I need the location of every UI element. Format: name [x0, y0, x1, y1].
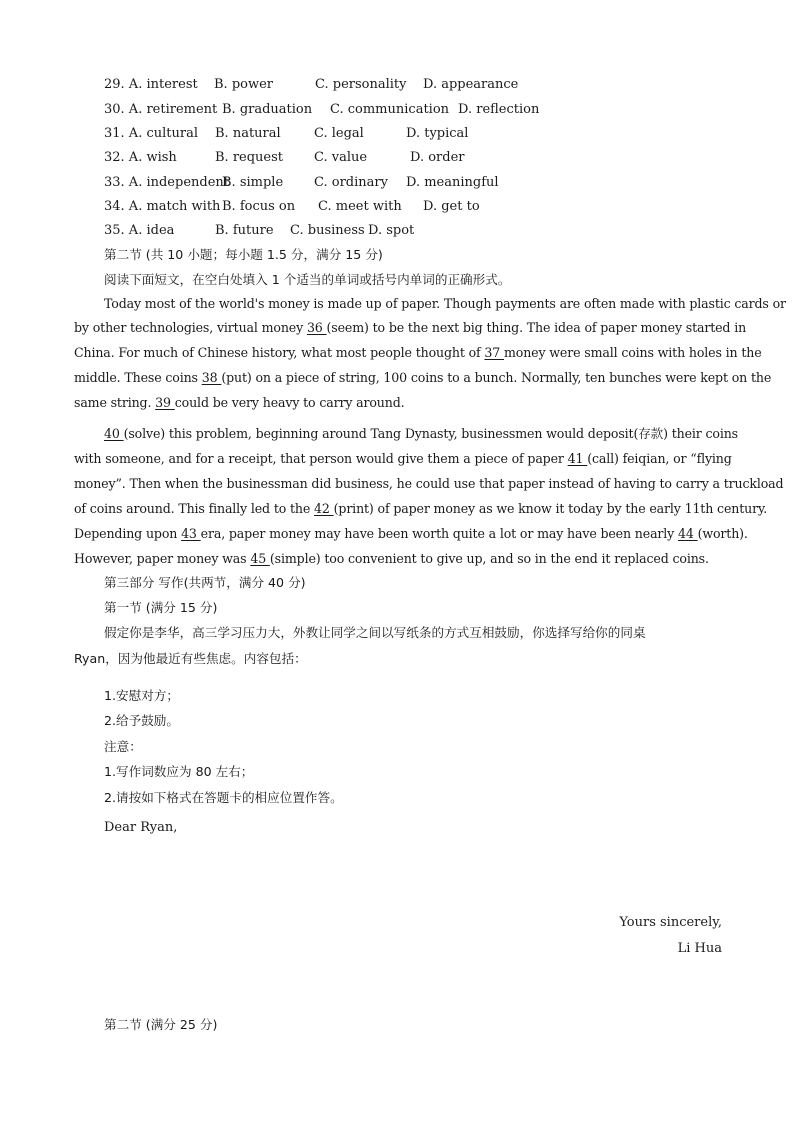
- option-c[interactable]: C. communication: [330, 102, 450, 117]
- passage-line: middle. These coins 38 (put) on a piece of string, 100 coins to a bunch. Normally, ten bunches were kept on the: [74, 370, 772, 385]
- part3-sub1: 第一节 (满分 15 分): [104, 600, 218, 615]
- part3-heading: 第三部分 写作(共两节，满分 40 分): [104, 575, 306, 590]
- option-d[interactable]: D. appearance: [423, 77, 519, 92]
- letter-closing: Yours sincerely,: [619, 915, 722, 930]
- option-b[interactable]: B. power: [214, 77, 274, 92]
- writing-prompt: 假定你是李华，高三学习压力大，外教让同学之间以写纸条的方式互相鼓励，你选择写给你的同桌: [104, 625, 646, 640]
- option-b[interactable]: B. focus on: [222, 199, 296, 214]
- option-a[interactable]: 35. A. idea: [104, 223, 175, 238]
- option-c[interactable]: C. business: [290, 223, 365, 238]
- option-b[interactable]: B. request: [215, 150, 284, 165]
- letter-signature: Li Hua: [677, 941, 722, 956]
- option-b[interactable]: B. graduation: [222, 102, 313, 117]
- option-c[interactable]: C. value: [314, 150, 368, 165]
- option-d[interactable]: D. reflection: [458, 102, 540, 117]
- option-a[interactable]: 31. A. cultural: [104, 126, 198, 141]
- blank-37[interactable]: 37: [484, 345, 504, 360]
- option-a[interactable]: 34. A. match with: [104, 199, 221, 214]
- blank-41[interactable]: 41: [567, 451, 588, 466]
- blank-44[interactable]: 44: [678, 526, 698, 541]
- option-c[interactable]: C. meet with: [318, 199, 402, 214]
- note-label: 注意：: [104, 739, 142, 754]
- option-c[interactable]: C. ordinary: [314, 175, 388, 190]
- blank-43[interactable]: 43: [181, 526, 201, 541]
- writing-item: 1.安慰对方；: [104, 688, 179, 703]
- option-b[interactable]: B. future: [215, 223, 274, 238]
- option-d[interactable]: D. order: [410, 150, 465, 165]
- option-a[interactable]: 32. A. wish: [104, 150, 177, 165]
- option-d[interactable]: D. get to: [423, 199, 480, 214]
- blank-36[interactable]: 36: [306, 320, 327, 335]
- writing-prompt: Ryan，因为他最近有些焦虑。内容包括：: [74, 651, 307, 666]
- blank-45[interactable]: 45: [250, 551, 270, 566]
- passage-line: money”. Then when the businessman did business, he could use that paper instead of having to carry a truckload: [74, 476, 784, 491]
- passage-line: China. For much of Chinese history, what most people thought of 37 money were small coins with holes in the: [74, 345, 762, 360]
- option-a[interactable]: 33. A. independent: [104, 175, 230, 190]
- blank-38[interactable]: 38: [201, 370, 222, 385]
- option-a[interactable]: 29. A. interest: [104, 77, 198, 92]
- note-item: 2.请按如下格式在答题卡的相应位置作答。: [104, 790, 343, 805]
- letter-greeting: Dear Ryan,: [104, 820, 178, 835]
- passage-line: However, paper money was 45 (simple) too convenient to give up, and so in the end it replaced coins.: [74, 551, 709, 566]
- passage-line: 40 (solve) this problem, beginning around Tang Dynasty, businessmen would deposit(存款) their coins: [104, 426, 738, 441]
- passage-line: with someone, and for a receipt, that person would give them a piece of paper 41 (call) feiqian, or “flying: [74, 451, 732, 466]
- part3-sub2: 第二节 (满分 25 分): [104, 1017, 218, 1032]
- option-b[interactable]: B. natural: [215, 126, 281, 141]
- option-b[interactable]: B. simple: [222, 175, 284, 190]
- passage-line: Depending upon 43 era, paper money may have been worth quite a lot or may have been nearly 44 (worth).: [74, 526, 748, 541]
- option-c[interactable]: C. legal: [314, 126, 364, 141]
- passage-line: of coins around. This finally led to the 42 (print) of paper money as we know it today by the early 11th century.: [74, 501, 768, 516]
- blank-42[interactable]: 42: [314, 501, 334, 516]
- option-a[interactable]: 30. A. retirement: [104, 102, 218, 117]
- writing-item: 2.给予鼓励。: [104, 713, 179, 728]
- option-d[interactable]: D. meaningful: [406, 175, 499, 190]
- passage-line: by other technologies, virtual money 36 (seem) to be the next big thing. The idea of paper money started in: [74, 320, 747, 335]
- passage-line: Today most of the world's money is made up of paper. Though payments are often made with plastic cards or: [104, 296, 786, 311]
- section2-instruction: 阅读下面短文，在空白处填入 1 个适当的单词或括号内单词的正确形式。: [104, 272, 511, 287]
- section2-heading: 第二节 (共 10 小题；每小题 1.5 分，满分 15 分): [104, 247, 383, 262]
- option-c[interactable]: C. personality: [315, 77, 407, 92]
- blank-39[interactable]: 39: [155, 395, 175, 410]
- blank-40[interactable]: 40: [104, 426, 124, 441]
- note-item: 1.写作词数应为 80 左右；: [104, 764, 254, 779]
- passage-line: same string. 39 could be very heavy to carry around.: [74, 395, 405, 410]
- option-d[interactable]: D. spot: [368, 223, 415, 238]
- option-d[interactable]: D. typical: [406, 126, 469, 141]
